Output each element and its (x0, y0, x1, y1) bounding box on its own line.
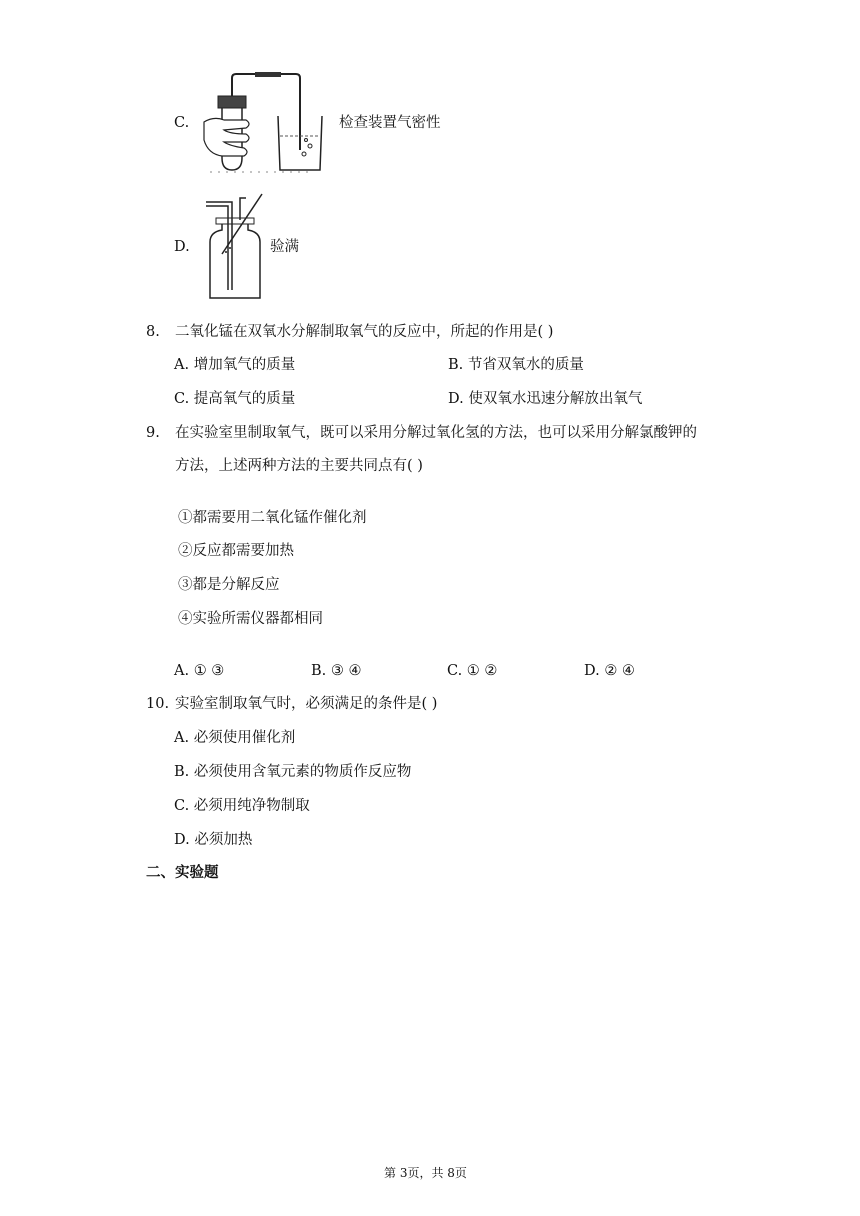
question-10-option-b: B. 必须使用含氧元素的物质作反应物 (174, 764, 412, 780)
option-c-letter: C. (174, 115, 190, 131)
question-9-option-d: D. ② ④ (584, 663, 635, 679)
question-10-option-d: D. 必须加热 (174, 832, 253, 848)
question-10-option-a: A. 必须使用催化剂 (174, 730, 296, 746)
question-8-stem: 二氧化锰在双氧水分解制取氧气的反应中，所起的作用是( ) (175, 324, 554, 340)
airtightness-check-figure (200, 70, 335, 174)
question-9-item: ③都是分解反应 (178, 577, 280, 593)
question-8-option-d: D. 使双氧水迅速分解放出氧气 (448, 391, 643, 407)
question-10-number: 10. (146, 696, 170, 712)
option-c-text: 检查装置气密性 (339, 115, 441, 131)
question-10-stem: 实验室制取氧气时，必须满足的条件是( ) (175, 696, 438, 712)
question-9-stem-line1: 在实验室里制取氧气，既可以采用分解过氧化氢的方法，也可以采用分解氯酸钾的 (175, 425, 697, 441)
question-9-option-a: A. ① ③ (174, 663, 225, 679)
gas-full-check-figure (200, 190, 270, 302)
question-9-item: ①都需要用二氧化锰作催化剂 (178, 510, 367, 526)
question-9-item: ④实验所需仪器都相同 (178, 611, 323, 627)
question-9-number: 9. (146, 425, 160, 441)
question-8-option-b: B. 节省双氧水的质量 (448, 357, 584, 373)
question-10-option-c: C. 必须用纯净物制取 (174, 798, 310, 814)
question-8-number: 8. (146, 324, 160, 340)
page-footer: 第 3页，共 8页 (384, 1166, 467, 1180)
question-8-option-a: A. 增加氧气的质量 (174, 357, 296, 373)
section-heading: 二、实验题 (146, 865, 219, 881)
option-d-text: 验满 (270, 239, 299, 255)
option-d-letter: D. (174, 239, 190, 255)
question-9-stem-line2: 方法，上述两种方法的主要共同点有( ) (175, 458, 423, 474)
question-9-item: ②反应都需要加热 (178, 543, 294, 559)
question-9-option-b: B. ③ ④ (311, 663, 362, 679)
question-9-option-c: C. ① ② (447, 663, 498, 679)
question-8-option-c: C. 提高氧气的质量 (174, 391, 296, 407)
